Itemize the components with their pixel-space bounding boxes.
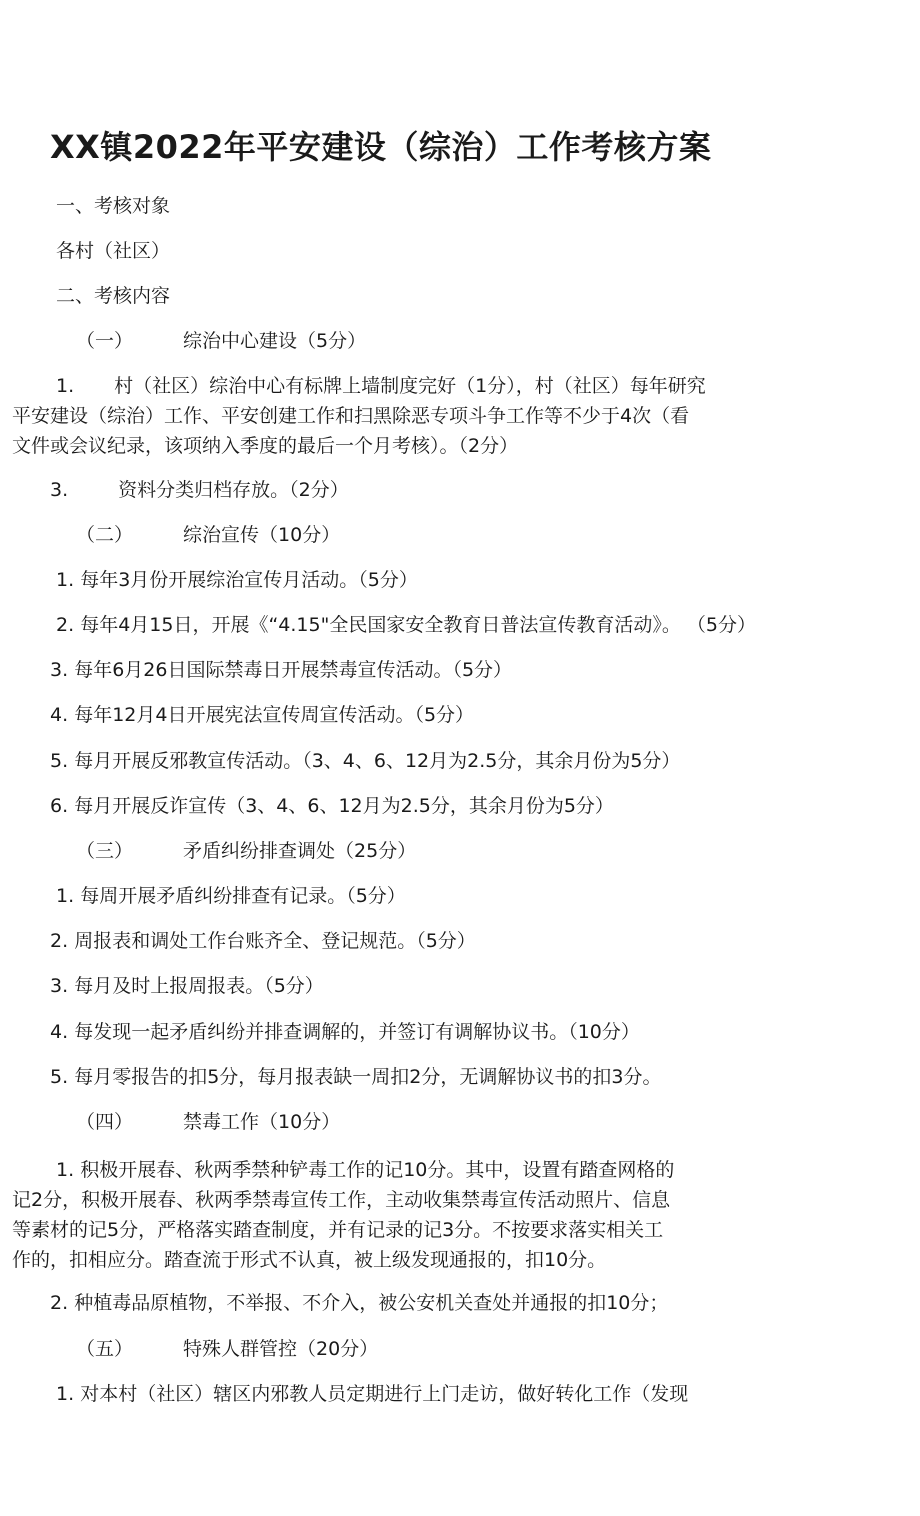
item-1-1 [12,371,706,461]
section-1-heading: 一、考核对象 [56,195,171,217]
item-2-1 [56,565,418,595]
item-number: 1. [56,1383,75,1405]
subsection-title: 禁毒工作（10分） [183,1111,341,1133]
item-number: 5. [50,750,69,772]
section-1-body: 各村（社区） [56,240,171,262]
subsection-title: 综治中心建设（5分） [183,330,367,352]
item-line: 作的，扣相应分。踏查流于形式不认真，被上级发现通报的，扣10分。 [12,1249,607,1271]
item-2-5 [50,746,680,776]
item-number: 2. [56,614,75,636]
item-2-4 [50,700,474,730]
item-3-4 [50,1017,640,1047]
item-number: 6. [50,795,69,817]
item-text: 每月开展反邪教宣传活动。（3、4、6、12月为2.5分，其余月份为5分） [74,750,681,772]
item-number: 3. [50,479,69,501]
item-line: 村（社区）综治中心有标牌上墙制度完好（1分），村（社区）每年研究 [114,375,706,397]
item-text: 每年4月15日，开展《“4.15"全民国家安全教育日普法宣传教育活动》。 （5分） [80,614,756,636]
subsection-4 [76,1107,340,1137]
item-line: 记2分，积极开展春、秋两季禁毒宣传工作，主动收集禁毒宣传活动照片、信息 [12,1189,671,1211]
subsection-5 [76,1334,378,1364]
item-number: 1. [56,885,75,907]
item-text: 每年3月份开展综治宣传月活动。（5分） [80,569,418,591]
item-text: 种植毒品原植物，不举报、不介入，被公安机关查处并通报的扣10分； [74,1292,669,1314]
subsection-title: 综治宣传（10分） [183,524,341,546]
item-line: 等素材的记5分，严格落实踏查制度，并有记录的记3分。不按要求落实相关工 [12,1219,664,1241]
item-number: 3. [50,975,69,997]
item-number: 1. [56,1159,75,1181]
section-2-heading: 二、考核内容 [56,285,171,307]
item-text: 每发现一起矛盾纠纷并排查调解的，并签订有调解协议书。（10分） [74,1021,640,1043]
item-3-5 [50,1062,661,1092]
item-number: 4. [50,1021,69,1043]
item-text: 每月及时上报周报表。（5分） [74,975,324,997]
subsection-1 [76,326,366,356]
item-text: 每月零报告的扣5分，每月报表缺一周扣2分，无调解协议书的扣3分。 [74,1066,662,1088]
item-text: 每年12月4日开展宪法宣传周宣传活动。（5分） [74,704,475,726]
subsection-title: 特殊人群管控（20分） [183,1338,379,1360]
item-text: 对本村（社区）辖区内邪教人员定期进行上门走访，做好转化工作（发现 [80,1383,689,1405]
item-4-2 [50,1288,668,1318]
item-number: 5. [50,1066,69,1088]
item-2-2 [56,610,756,640]
item-text: 每周开展矛盾纠纷排查有记录。（5分） [80,885,406,907]
subsection-title: 矛盾纠纷排查调处（25分） [183,840,417,862]
subsection-label: （一） [76,330,134,352]
item-5-1 [56,1379,688,1409]
item-number: 1. [56,375,75,397]
subsection-2 [76,520,340,550]
item-2-6 [50,791,614,821]
item-text: 资料分类归档存放。（2分） [118,479,349,501]
item-line: 平安建设（综治）工作、平安创建工作和扫黑除恶专项斗争工作等不少于4次（看 [12,405,690,427]
item-2-3 [50,655,512,685]
item-number: 2. [50,930,69,952]
subsection-label: （二） [76,524,134,546]
item-number: 3. [50,659,69,681]
subsection-label: （五） [76,1338,134,1360]
item-3-2 [50,926,476,956]
item-1-3 [50,475,349,505]
item-line: 积极开展春、秋两季禁种铲毒工作的记10分。其中，设置有踏查网格的 [80,1159,675,1181]
item-text: 每月开展反诈宣传（3、4、6、12月为2.5分，其余月份为5分） [74,795,614,817]
subsection-3 [76,836,416,866]
subsection-label: （三） [76,840,134,862]
item-number: 1. [56,569,75,591]
document-title: XX镇2022年平安建设（综治）工作考核方案 [50,128,712,166]
item-4-1 [12,1155,674,1275]
item-number: 4. [50,704,69,726]
item-text: 每年6月26日国际禁毒日开展禁毒宣传活动。（5分） [74,659,513,681]
item-text: 周报表和调处工作台账齐全、登记规范。（5分） [74,930,476,952]
item-3-3 [50,971,324,1001]
subsection-label: （四） [76,1111,134,1133]
item-number: 2. [50,1292,69,1314]
item-line: 文件或会议纪录，该项纳入季度的最后一个月考核）。（2分） [12,435,519,457]
item-3-1 [56,881,406,911]
